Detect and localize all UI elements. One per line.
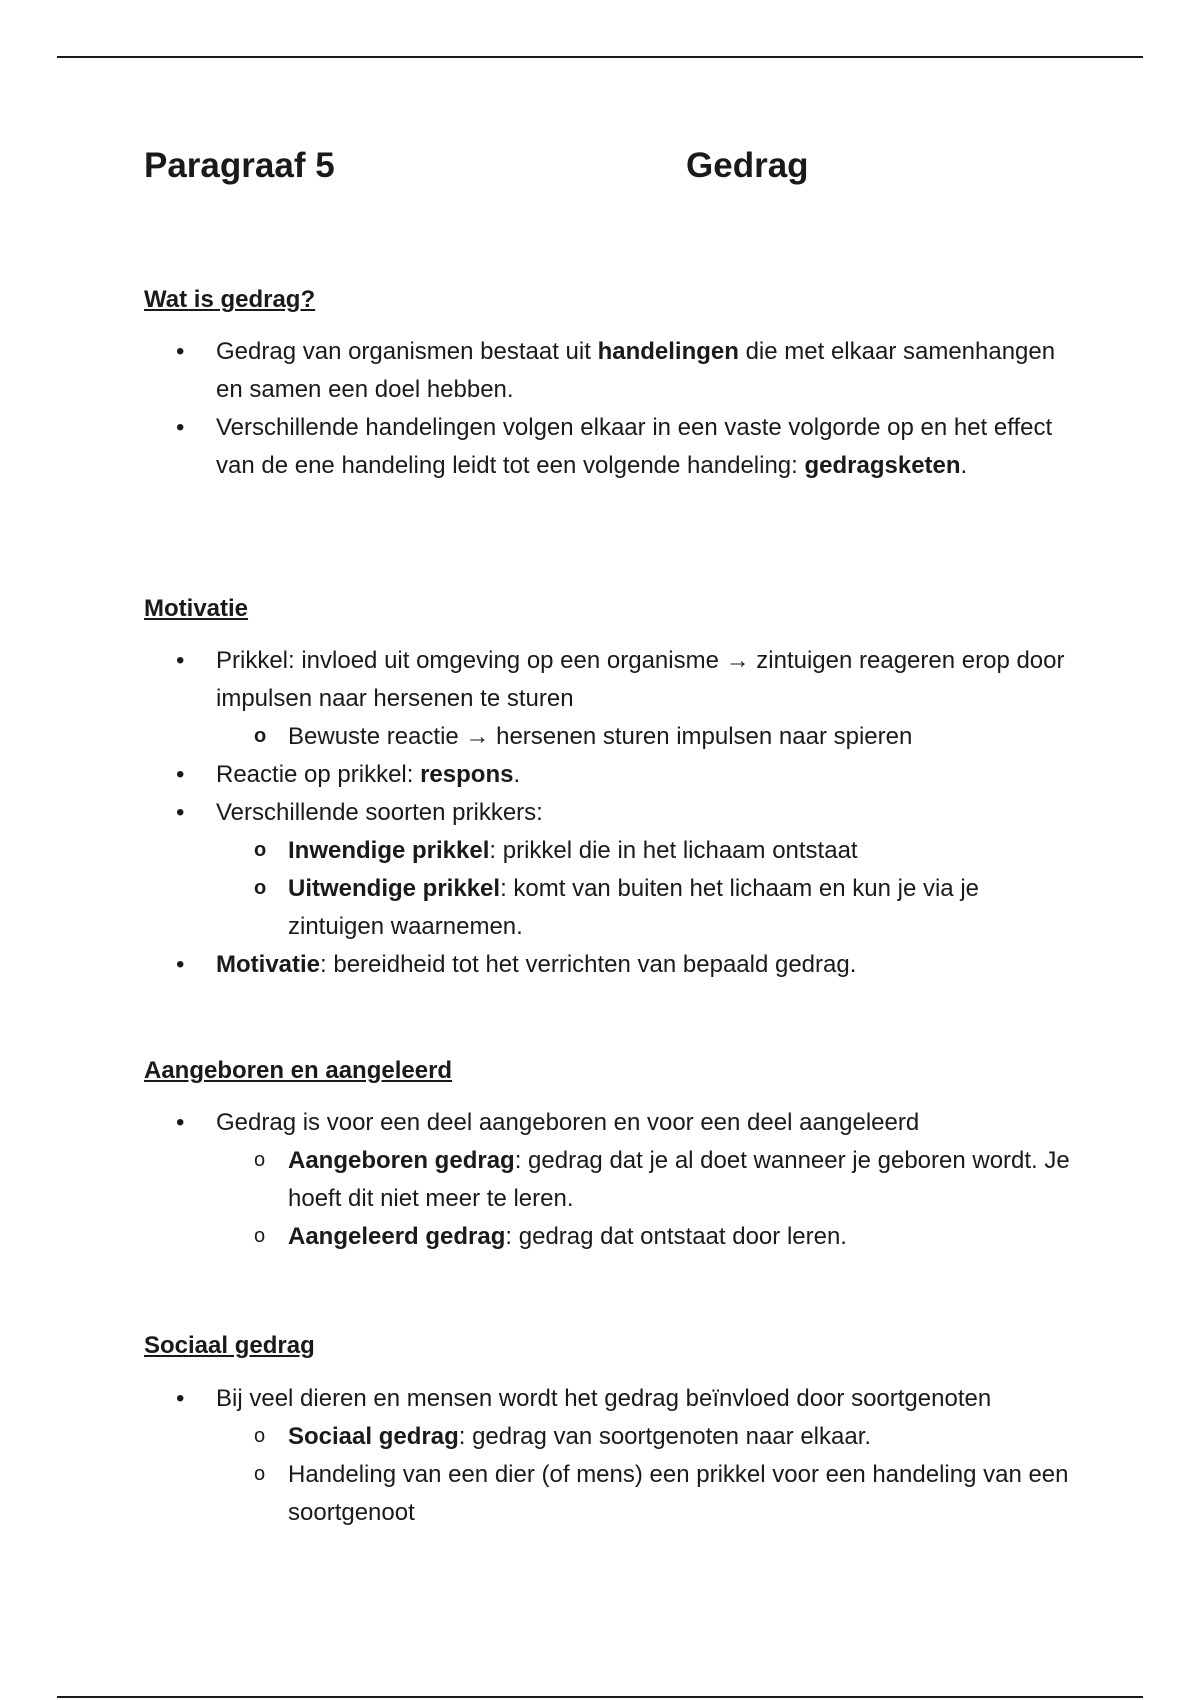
section-sociaal-gedrag [144,1380,1074,1532]
section-heading-motivatie: Motivatie [144,595,249,622]
list-item: • Bij veel dieren en mensen wordt het gedrag beïnvloed door soortgenoten o Sociaal gedrag: gedrag van soortgenoten naar elkaar. o Handeling van een dier (of mens) een prikkel voor een handeling van een soortgenoot [144,1380,1074,1532]
paragraph-number: Paragraaf 5 [144,146,335,185]
bottom-rule [57,1696,1143,1698]
list-item: • Prikkel: invloed uit omgeving op een organisme → zintuigen reageren erop door impulsen naar hersenen te sturen o Bewuste reactie → hersenen sturen impulsen naar spieren [144,642,1074,756]
top-rule [57,56,1143,58]
page-title [144,146,1044,196]
section-wat-is-gedrag [144,333,1074,485]
sub-list-item: o Inwendige prikkel: prikkel die in het lichaam ontstaat [216,832,1074,870]
sub-list-item: o Handeling van een dier (of mens) een prikkel voor een handeling van een soortgenoot [216,1456,1074,1532]
list-item: • Verschillende soorten prikkers: o Inwendige prikkel: prikkel die in het lichaam ontstaat o Uitwendige prikkel: komt van buiten het lichaam en kun je via je zintuigen waarnemen. [144,794,1074,946]
section-heading-sociaal-gedrag: Sociaal gedrag [144,1332,315,1359]
section-heading-aangeboren: Aangeboren en aangeleerd [144,1057,453,1084]
topic-title: Gedrag [686,146,809,185]
list-item: • Gedrag van organismen bestaat uit handelingen die met elkaar samenhangen en samen een doel hebben. [144,333,1074,409]
list-item: • Verschillende handelingen volgen elkaar in een vaste volgorde op en het effect van de ene handeling leidt tot een volgende handeling: gedragsketen. [144,409,1074,485]
sub-list-item: o Uitwendige prikkel: komt van buiten het lichaam en kun je via je zintuigen waarnemen. [216,870,1074,946]
list-item: • Reactie op prikkel: respons. [144,756,1074,794]
sub-list-item: o Aangeleerd gedrag: gedrag dat ontstaat door leren. [216,1218,1074,1256]
sub-list-item: o Sociaal gedrag: gedrag van soortgenoten naar elkaar. [216,1418,1074,1456]
sub-list-item: o Aangeboren gedrag: gedrag dat je al doet wanneer je geboren wordt. Je hoeft dit niet meer te leren. [216,1142,1074,1218]
sub-list-item: o Bewuste reactie → hersenen sturen impulsen naar spieren [216,718,1074,756]
list-item: • Motivatie: bereidheid tot het verrichten van bepaald gedrag. [144,946,1074,984]
section-aangeboren [144,1104,1074,1256]
list-item: • Gedrag is voor een deel aangeboren en voor een deel aangeleerd o Aangeboren gedrag: gedrag dat je al doet wanneer je geboren wordt. Je hoeft dit niet meer te leren. o Aangeleerd gedrag: gedrag dat ontstaat door leren. [144,1104,1074,1256]
section-heading-wat-is-gedrag: Wat is gedrag? [144,286,316,313]
section-motivatie [144,642,1074,984]
